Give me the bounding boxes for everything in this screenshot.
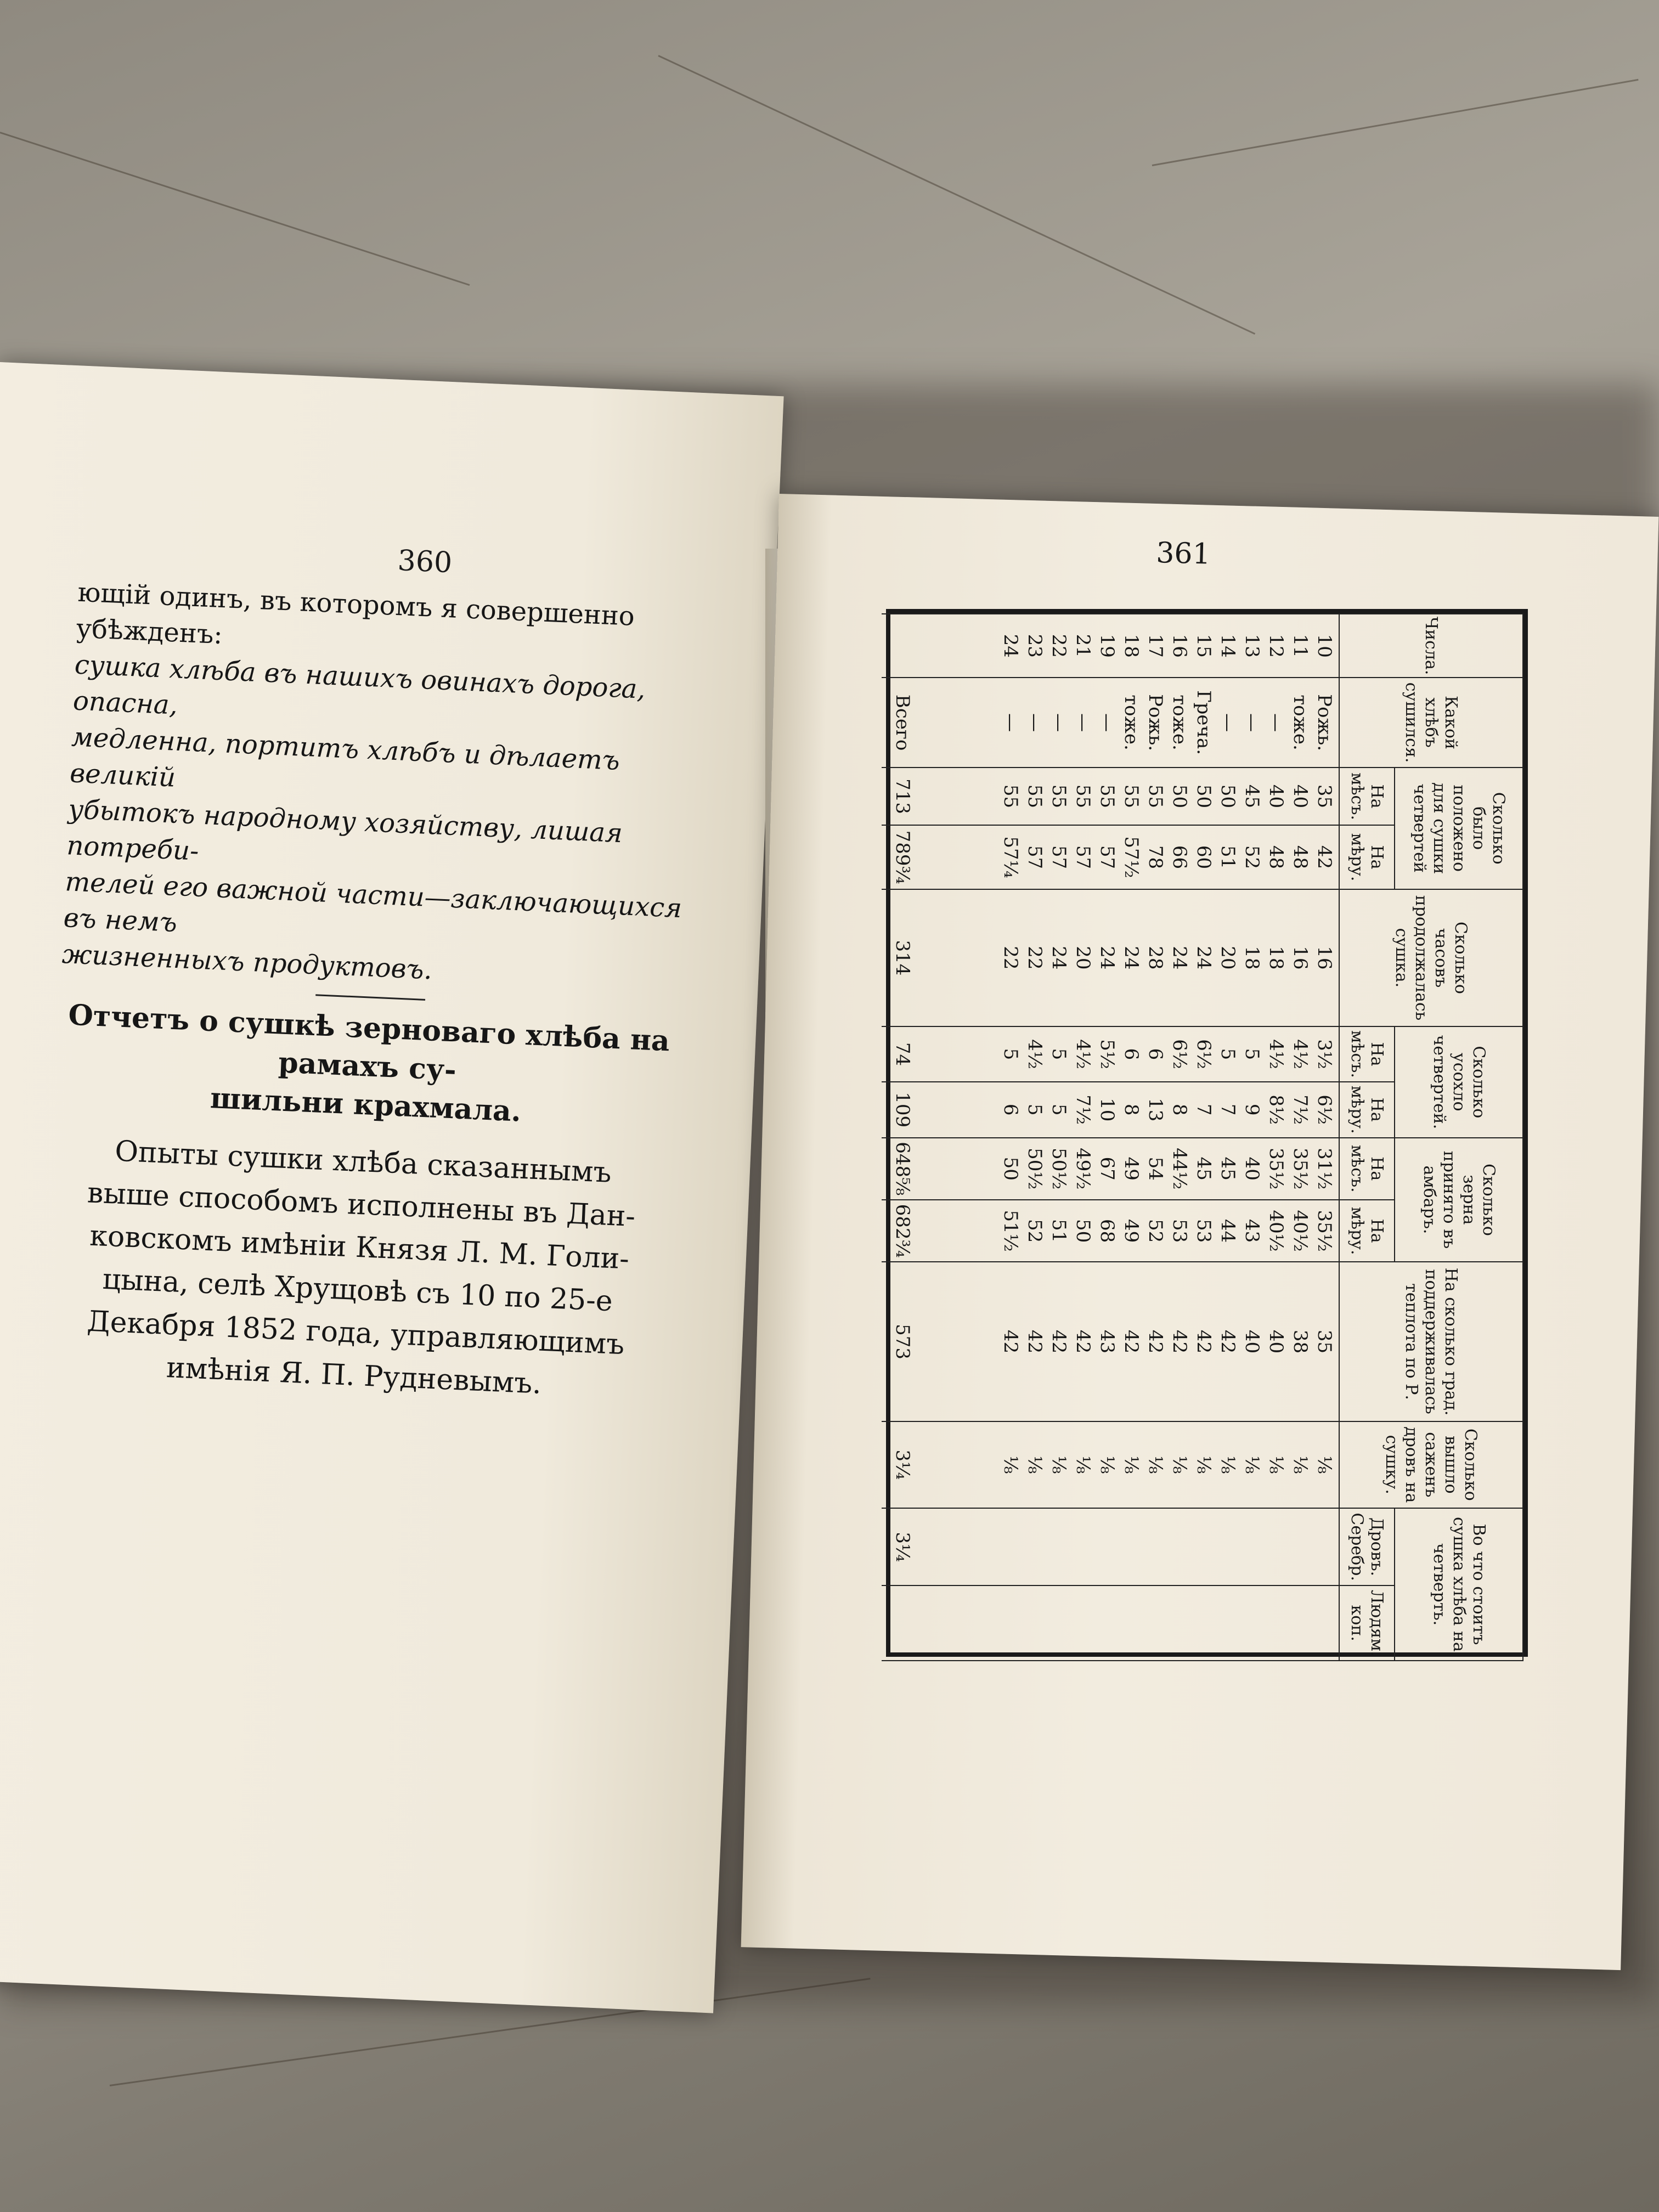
- column-loaded-volume: 42 48 48 52 51 60 66 78 57½ 57 57 57 57 57¼: [917, 825, 1339, 889]
- header-cost: Во что стоитъ сушка хлѣба на четверть.: [1395, 1508, 1523, 1661]
- column-fathoms: ⅛ ⅛ ⅛ ⅛ ⅛ ⅛ ⅛ ⅛ ⅛ ⅛ ⅛ ⅛ ⅛ ⅛: [917, 1421, 1339, 1508]
- column-cost-kop: [917, 1585, 1339, 1661]
- column-taken-measure: 31½ 35½ 35½ 40 45 45 44½ 54 49 67 49½ 50½ 50½ 50: [917, 1138, 1339, 1200]
- intro-paragraph: [43, 1127, 674, 1411]
- header-shrink: Сколько усохло четвертей.: [1395, 1026, 1523, 1137]
- intro-line: имѣнія Я. П. Рудневымъ.: [165, 1351, 543, 1401]
- header-taken: Сколько зерна принято въ амбаръ.: [1395, 1138, 1523, 1262]
- subheader-taken-volume: На мѣру.: [1339, 1200, 1395, 1262]
- total-fathoms: 3¼: [882, 1421, 917, 1508]
- total-taken-measure: 648⅝: [882, 1138, 917, 1200]
- header-date: Числа.: [1339, 614, 1523, 678]
- paragraph-line: сушка хлѣба въ нашихъ овинахъ дорога, опасна,: [72, 649, 646, 721]
- header-loaded: Сколько было положено для сушки четвертей: [1395, 768, 1523, 889]
- header-temp: На сколько град. поддерживалась теплота по Р.: [1339, 1262, 1523, 1421]
- total-cost-kop: [882, 1585, 917, 1661]
- subheader-cost-silver: Дровъ. Серебр.: [1339, 1508, 1395, 1585]
- total-shrink-volume: 109: [882, 1082, 917, 1138]
- total-taken-volume: 682¾: [882, 1200, 917, 1262]
- column-taken-volume: 35½ 40½ 40½ 43 44 53 53 52 49 68 50 51 52 51½: [917, 1200, 1339, 1262]
- background-crack: [0, 132, 470, 286]
- intro-line: выше способомъ исполнены въ Дан-: [86, 1176, 636, 1233]
- page-number-360: 360: [397, 544, 453, 580]
- total-cost: 3¼: [882, 1508, 917, 1585]
- intro-line: Опыты сушки хлѣба сказаннымъ: [114, 1135, 612, 1189]
- header-hours: Сколько часовъ продолжалась сушка.: [1339, 889, 1523, 1026]
- paragraph-line: медленна, портитъ хлѣбъ и дѣлаетъ великій: [69, 721, 620, 793]
- paragraph-line: жизненныхъ продуктовъ.: [61, 938, 433, 986]
- column-hours: 16 16 18 18 20 24 24 28 24 24 20 24 22 22: [917, 889, 1339, 1026]
- column-shrink-volume: 6½ 7½ 8½ 9 7 7 8 13 8 10 7½ 5 5 6: [917, 1082, 1339, 1138]
- column-loaded-measure: 35 40 40 45 50 50 50 55 55 55 55 55 55 55: [917, 768, 1339, 826]
- total-spacer: [882, 614, 917, 678]
- data-table-frame: [886, 609, 1528, 1657]
- section-divider: [315, 994, 425, 1001]
- section-title-line: шильни крахмала.: [209, 1081, 522, 1128]
- paragraph-line: телей его важной части—заключающихся въ немъ: [63, 866, 683, 939]
- total-label: Всего: [882, 678, 917, 767]
- background-crack: [658, 55, 1255, 335]
- paragraph-line: убытокъ народному хозяйству, лишая потреби-: [66, 794, 623, 867]
- subheader-shrink-volume: На мѣру.: [1339, 1082, 1395, 1138]
- column-shrink-measure: 3½ 4½ 4½ 5 5 6½ 6½ 6 6 5½ 4½ 5 4½ 5: [917, 1026, 1339, 1082]
- column-dates: 10 11 12 13 14 15 16 17 18 19 21 22 23 24: [917, 614, 1339, 678]
- section-title-line: Отчетъ о сушкѣ зерноваго хлѣба на рамахъ су-: [67, 998, 671, 1087]
- total-hours: 314: [882, 889, 917, 1026]
- subheader-loaded-measure: На мѣсъ.: [1339, 768, 1395, 826]
- column-temp: 35 38 40 40 42 42 42 42 42 43 42 42 42 42: [917, 1262, 1339, 1421]
- total-temp: 573: [882, 1262, 917, 1421]
- left-page-text: [43, 574, 698, 1411]
- column-grains: Рожь. тоже. — — — Греча. тоже. Рожь. тоже. — — — — —: [917, 678, 1339, 767]
- header-fathoms: Сколько вышло саженъ дровъ на сушку.: [1339, 1421, 1523, 1508]
- subheader-loaded-volume: На мѣру.: [1339, 825, 1395, 889]
- left-page: [0, 362, 784, 2013]
- intro-line: Декабря 1852 года, управляющимъ: [86, 1305, 625, 1362]
- subheader-cost-kop: Людям. коп.: [1339, 1585, 1395, 1661]
- intro-line: цына, селѣ Хрущовѣ съ 10 по 25-е: [101, 1262, 613, 1318]
- column-cost-silver: [917, 1508, 1339, 1585]
- total-shrink-measure: 74: [882, 1026, 917, 1082]
- paragraph-line: ющій одинъ, въ которомъ я совершенно убѣжденъ:: [75, 577, 635, 651]
- subheader-shrink-measure: На мѣсъ.: [1339, 1026, 1395, 1082]
- page-number-361: 361: [1155, 537, 1211, 571]
- subheader-taken-measure: На мѣсъ.: [1339, 1138, 1395, 1200]
- header-grain: Какой хлѣбъ сушился.: [1339, 678, 1523, 767]
- grain-drying-table: [882, 613, 1523, 1661]
- intro-line: ковскомъ имѣніи Князя Л. М. Голи-: [89, 1219, 630, 1276]
- rotated-table: [882, 613, 1523, 1661]
- total-loaded-measure: 713: [882, 768, 917, 826]
- background-crack: [1152, 79, 1639, 166]
- section-title: [55, 996, 680, 1138]
- total-loaded-volume: 789¾: [882, 825, 917, 889]
